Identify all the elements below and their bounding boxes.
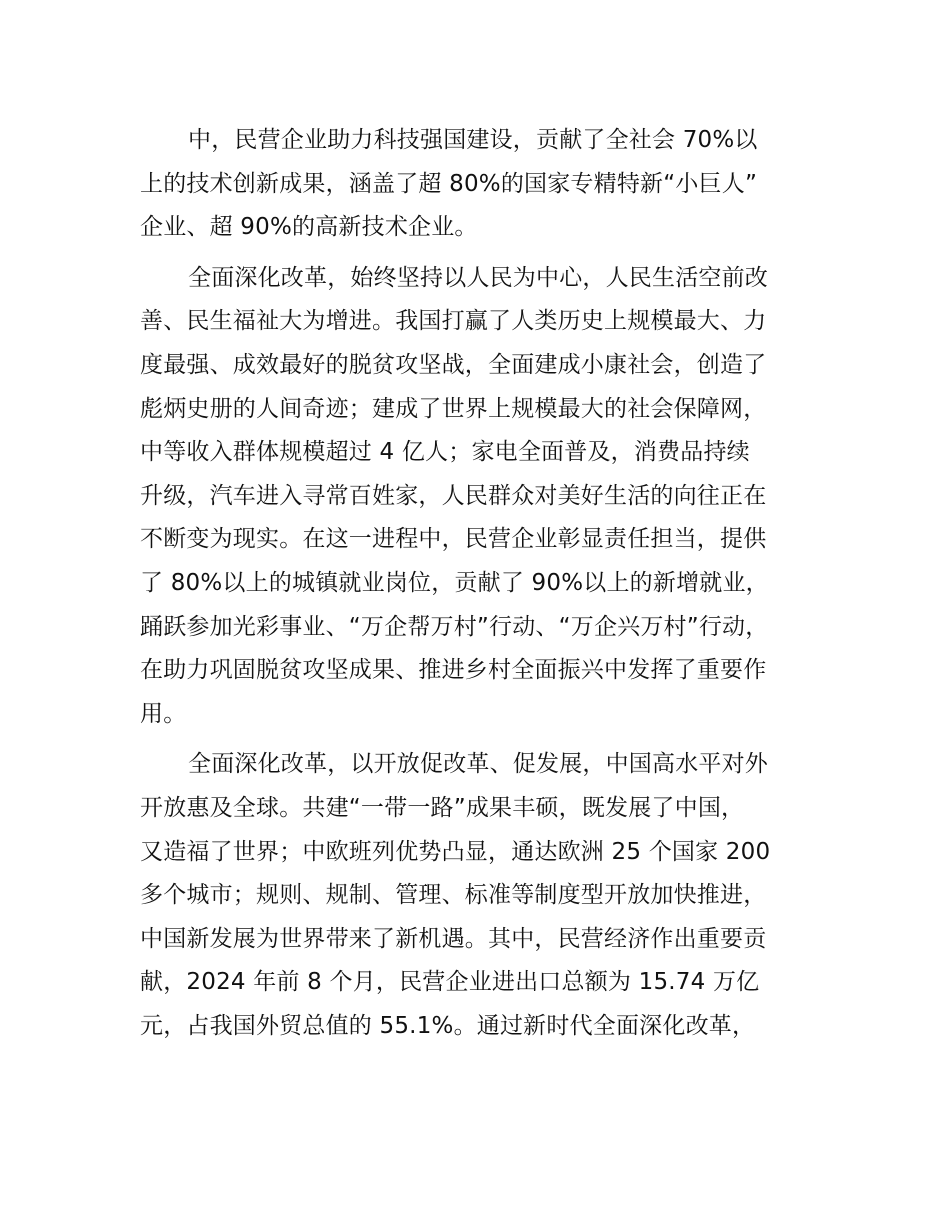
text-line: 用。	[140, 700, 187, 727]
text-line: 又造福了世界；中欧班列优势凸显，通达欧洲 25 个国家 200	[140, 838, 771, 865]
text-line: 升级，汽车进入寻常百姓家，人民群众对美好生活的向往正在	[140, 482, 767, 509]
text-line: 度最强、成效最好的脱贫攻坚战，全面建成小康社会，创造了	[140, 351, 767, 378]
text-line: 中国新发展为世界带来了新机遇。其中，民营经济作出重要贡	[140, 925, 767, 952]
text-line: 全面深化改革，以开放促改革、促发展，中国高水平对外	[188, 751, 768, 778]
text-line: 献，2024 年前 8 个月，民营企业进出口总额为 15.74 万亿	[140, 969, 760, 996]
text-line: 中等收入群体规模超过 4 亿人；家电全面普及，消费品持续	[140, 439, 750, 466]
text-line: 多个城市；规则、规制、管理、标准等制度型开放加快推进，	[140, 882, 767, 909]
text-line: 全面深化改革，始终坚持以人民为中心，人民生活空前改	[188, 264, 768, 291]
paragraph-opening-up	[140, 743, 840, 1048]
paragraph-livelihood	[140, 257, 840, 737]
text-line: 善、民生福祉大为增进。我国打赢了人类历史上规模最大、力	[140, 308, 767, 335]
text-line: 踊跃参加光彩事业、“万企帮万村”行动、“万企兴万村”行动，	[140, 613, 769, 640]
paragraph-innovation	[140, 119, 840, 250]
text-line: 在助力巩固脱贫攻坚成果、推进乡村全面振兴中发挥了重要作	[140, 657, 767, 684]
text-line: 企业、超 90%的高新技术企业。	[140, 214, 478, 241]
text-line: 开放惠及全球。共建“一带一路”成果丰硕，既发展了中国，	[140, 794, 745, 821]
text-line: 元，占我国外贸总值的 55.1%。通过新时代全面深化改革，	[140, 1012, 756, 1039]
text-line: 上的技术创新成果，涵盖了超 80%的国家专精特新“小巨人”	[140, 170, 758, 197]
text-line: 中，民营企业助力科技强国建设，贡献了全社会 70%以	[188, 127, 758, 153]
text-line: 了 80%以上的城镇就业岗位，贡献了 90%以上的新增就业，	[140, 569, 769, 596]
body-text	[140, 119, 840, 1055]
text-line: 不断变为现实。在这一进程中，民营企业彰显责任担当，提供	[140, 526, 767, 553]
text-line: 彪炳史册的人间奇迹；建成了世界上规模最大的社会保障网，	[140, 395, 767, 422]
